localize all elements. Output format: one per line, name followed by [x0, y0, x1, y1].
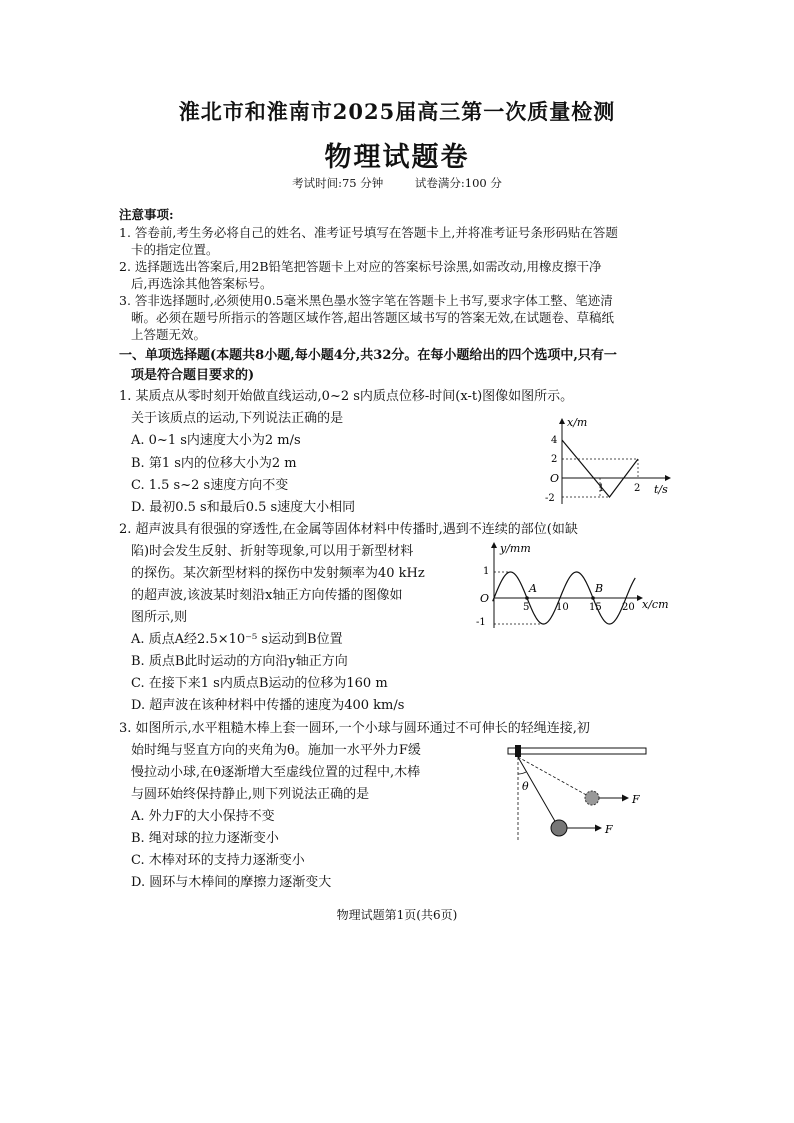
- note-line: 2. 选择题选出答案后,用2B铅笔把答题卡上对应的答案标号涂黑,如需改动,用橡皮擦干净: [119, 259, 602, 274]
- q2-ytick-neg1: -1: [476, 617, 486, 628]
- q2-xtick-20: 20: [622, 602, 635, 613]
- q2-point-a-label: A: [529, 582, 537, 595]
- note-line: 卡的指定位置。: [131, 242, 219, 257]
- q3-ball: [551, 820, 567, 836]
- q3-angle-arc: [518, 772, 526, 774]
- q3-stem: 3. 如图所示,水平粗糙木棒上套一圆环,一个小球与圆环通过不可伸长的轻绳连接,初: [119, 721, 590, 736]
- q2-wave-graph: [470, 540, 670, 630]
- q1-ylabel: x/m: [567, 416, 588, 429]
- q2-stem: 2. 超声波具有很强的穿透性,在金属等固体材料中传播时,遇到不连续的部位(如缺: [119, 522, 578, 537]
- section-heading: 一、单项选择题(本题共8小题,每小题4分,共32分。在每小题给出的四个选项中,只有一: [119, 348, 617, 363]
- note-line: 1. 答卷前,考生务必将自己的姓名、准考证号填写在答题卡上,并将准考证号条形码贴在答题: [119, 225, 618, 240]
- q1-stem: 1. 某质点从零时刻开始做直线运动,0~2 s内质点位移-时间(x-t)图像如图所示。: [119, 389, 574, 404]
- note-line: 3. 答非选择题时,必须使用0.5毫米黑色墨水签字笔在答题卡上书写,要求字体工整、笔迹清: [119, 293, 613, 308]
- q1-xt-graph: [540, 414, 680, 514]
- q1-origin: O: [550, 472, 560, 485]
- q1-xtick-2: 2: [634, 483, 641, 494]
- q3-option-c: C. 木棒对环的支持力逐渐变小: [131, 853, 305, 868]
- q2-xlabel: x/cm: [642, 598, 669, 611]
- q3-rope-dashed: [518, 757, 590, 797]
- q3-theta-label: θ: [522, 780, 529, 793]
- q3-force-label-1: F: [605, 823, 613, 836]
- q1-ytick-2: 2: [551, 454, 558, 465]
- exam-subtitle: 物理试题卷: [324, 142, 470, 173]
- q1-option-c: C. 1.5 s~2 s速度方向不变: [131, 478, 289, 493]
- exam-title: 淮北市和淮南市2025届高三第一次质量检测: [178, 99, 616, 124]
- q2-option-d: D. 超声波在该种材料中传播的速度为400 km/s: [131, 698, 405, 713]
- note-line: 后,再选涂其他答案标号。: [131, 276, 273, 291]
- notes-heading: 注意事项:: [119, 207, 174, 222]
- q2-xtick-15: 15: [589, 602, 602, 613]
- q3-stem-cont: 慢拉动小球,在θ逐渐增大至虚线位置的过程中,木棒: [131, 765, 421, 780]
- exam-score: 试卷满分:100 分: [414, 176, 502, 190]
- exam-time: 考试时间:75 分钟: [292, 176, 384, 190]
- q1-ytick-4: 4: [551, 435, 558, 446]
- q1-ytick-neg2: -2: [545, 493, 555, 504]
- note-line: 晰。必须在题号所指示的答题区域作答,超出答题区域书写的答案无效,在试题卷、草稿纸: [131, 310, 614, 325]
- q1-option-a: A. 0~1 s内速度大小为2 m/s: [131, 433, 301, 448]
- q2-stem-cont: 的探伤。某次新型材料的探伤中发射频率为40 kHz: [131, 566, 425, 581]
- q2-option-b: B. 质点B此时运动的方向沿y轴正方向: [131, 654, 348, 669]
- q1-stem-cont: 关于该质点的运动,下列说法正确的是: [131, 411, 344, 426]
- q1-xlabel: t/s: [654, 483, 668, 496]
- q3-ball-dashed: [585, 791, 599, 805]
- page-footer: 物理试题第1页(共6页): [336, 908, 458, 922]
- q3-option-d: D. 圆环与木棒间的摩擦力逐渐变大: [131, 875, 332, 890]
- q2-option-c: C. 在接下来1 s内质点B运动的位移为160 m: [131, 676, 388, 691]
- q3-stem-cont: 与圆环始终保持静止,则下列说法正确的是: [131, 787, 370, 802]
- q2-point-b-label: B: [595, 582, 604, 595]
- note-line: 上答题无效。: [131, 327, 207, 342]
- q2-stem-cont: 的超声波,该波某时刻沿x轴正方向传播的图像如: [131, 588, 403, 603]
- q2-xtick-5: 5: [523, 602, 530, 613]
- q2-ytick-1: 1: [483, 566, 490, 577]
- q2-xtick-10: 10: [556, 602, 569, 613]
- q3-wooden-rod: [508, 748, 646, 754]
- q3-ring-figure: [505, 742, 655, 844]
- q3-option-a: A. 外力F的大小保持不变: [131, 809, 275, 824]
- q3-ring: [515, 745, 521, 757]
- q2-stem-cont: 图所示,则: [131, 610, 188, 625]
- q2-stem-cont: 陷)时会发生反射、折射等现象,可以用于新型材料: [131, 544, 414, 559]
- q1-option-d: D. 最初0.5 s和最后0.5 s速度大小相同: [131, 500, 356, 515]
- section-heading-cont: 项是符合题目要求的): [131, 368, 255, 383]
- q1-xtick-1: 1: [598, 483, 605, 494]
- q3-option-b: B. 绳对球的拉力逐渐变小: [131, 831, 279, 846]
- q2-ylabel: y/mm: [500, 542, 531, 555]
- q1-option-b: B. 第1 s内的位移大小为2 m: [131, 456, 297, 471]
- q3-force-label-2: F: [632, 793, 640, 806]
- q2-origin: O: [480, 592, 490, 605]
- q2-option-a: A. 质点A经2.5×10⁻⁵ s运动到B位置: [131, 632, 343, 647]
- exam-meta: [0, 175, 794, 191]
- q3-stem-cont: 始时绳与竖直方向的夹角为θ。施加一水平外力F缓: [131, 743, 421, 758]
